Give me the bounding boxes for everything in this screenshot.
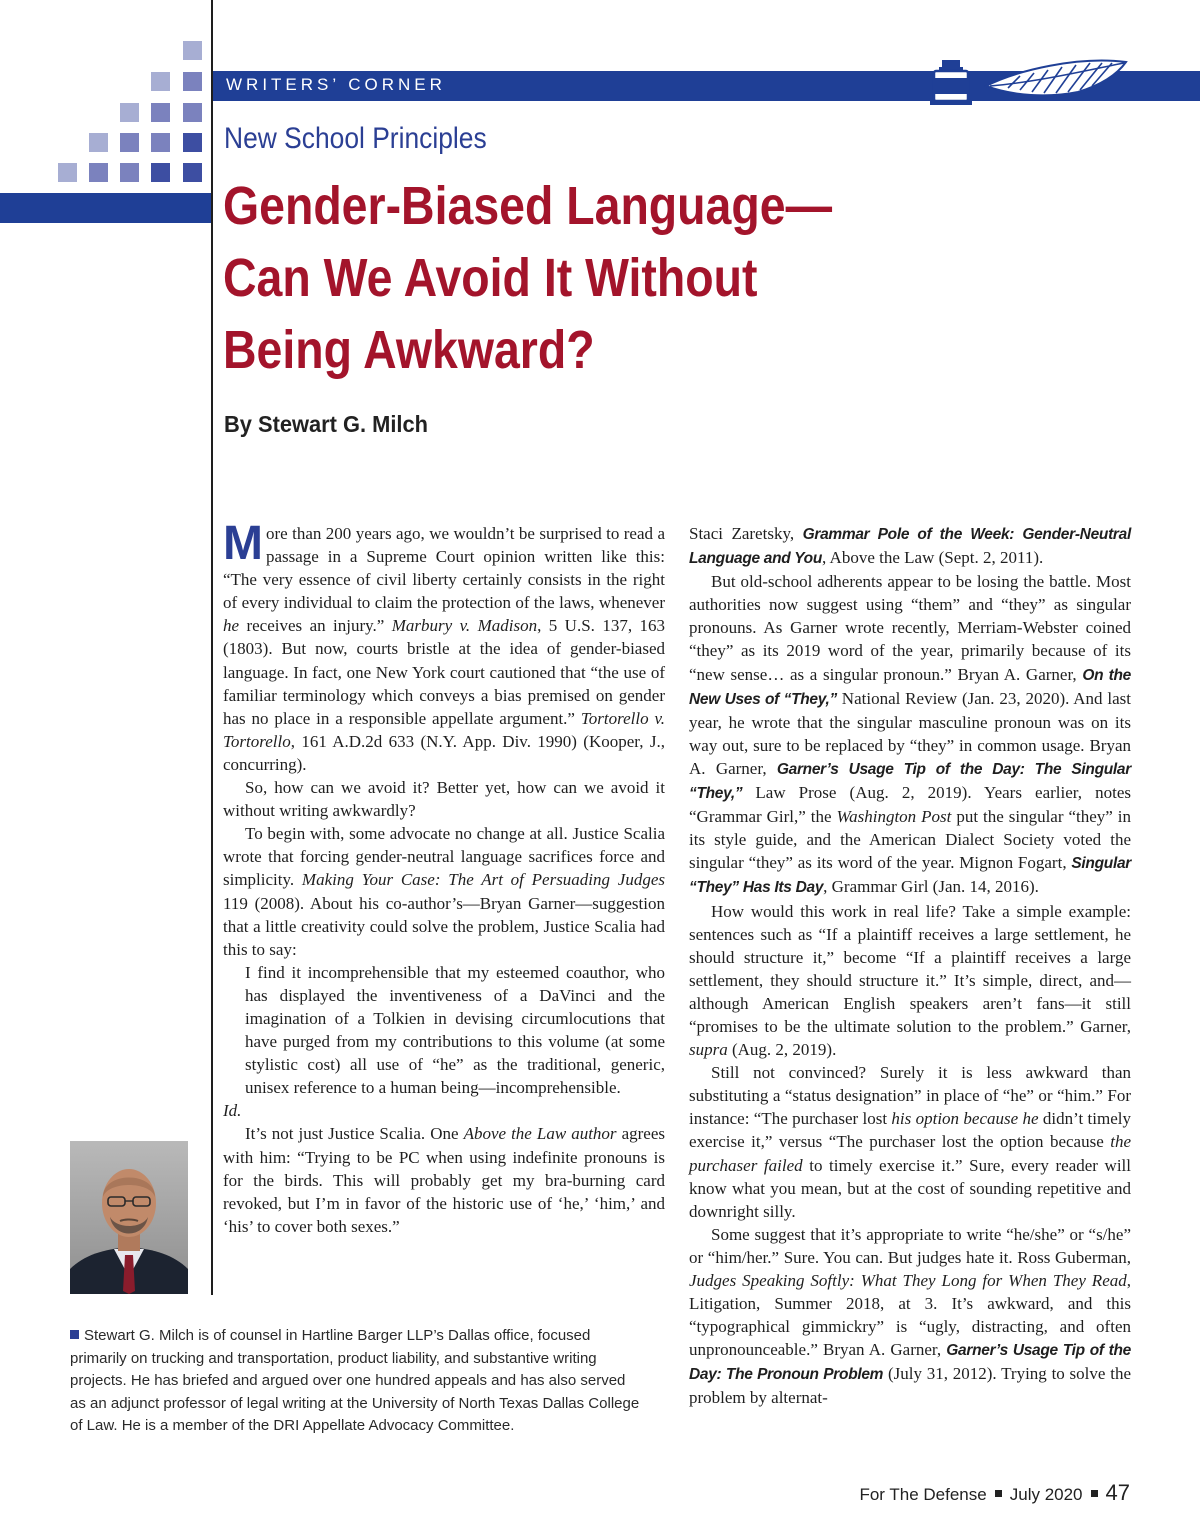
vertical-rule	[211, 0, 213, 1295]
square-bullet-icon	[70, 1330, 79, 1339]
article-column-right	[689, 522, 1131, 1410]
author-photo	[70, 1141, 188, 1294]
paragraph: Staci Zaretsky, Grammar Pole of the Week: Gender-Neutral Language and You, Above the Law (Sept. 2, 2011).	[689, 524, 1131, 568]
paragraph	[223, 517, 665, 776]
paragraph-text: ore than 200 years ago, we wouldn’t be surprised to read a passage in a Supreme Court opinion written like this: “The very essence of civil liberty certainly consists in the right of every individual to claim the protection of the laws, whenever he receives an injury.” Marbury v. Madison, 5 U.S. 137, 163 (1803). But now, courts bristle at the idea of gender-biased language. In fact, one New York court cautioned that “the use of familiar terminology which conveys a bias premised on gender has no place in a responsible appellate argument.” Tortorello v. Tortorello, 161 A.D.2d 633 (N.Y. App. Div. 1990) (Kooper, J., concurring).	[223, 524, 665, 774]
author-bio	[70, 1325, 640, 1438]
paragraph: It’s not just Justice Scalia. One Above the Law author agrees with him: “Trying to be PC when using indefinite pronouns is for the birds. This will probably get my bra-burning card revoked, but I’m in favor of the historic use of ‘he,’ ‘him,’ and ‘his’ to cover both sexes.”	[223, 1124, 665, 1236]
drop-cap: M	[223, 517, 263, 570]
page-footer	[859, 1480, 1130, 1506]
paragraph: But old-school adherents appear to be losing the battle. Most authorities now suggest using “them” and “they” as singular pronouns. As Garner wrote recently, Merriam-Webster coined “they” as its 2019 word of the year, primarily because of its “new sense… as a singular pronoun.” Bryan A. Garner, On the New Uses of “They,” National Review (Jan. 23, 2020). And last year, he wrote that the singular masculine pronoun was on its way out, sure to be replaced by “they” in common usage. Bryan A. Garner, Garner’s Usage Tip of the Day: The Singular “They,” Law Prose (Aug. 2, 2019). Years earlier, notes “Grammar Girl,” the Washington Post put the singular “they” in its style guide, and the American Dialect Society voted the singular “they” as its word of the year. Mignon Fogart, Singular “They” Has Its Day, Grammar Girl (Jan. 14, 2016).	[689, 572, 1132, 897]
footer-square-icon	[995, 1490, 1002, 1497]
paragraph: Some suggest that it’s appropriate to write “he/she” or “s/he” or “him/her.” Sure. You can. But judges hate it. Ross Guberman, Judges Speaking Softly: What They Long for When They Read, Litigation, Summer 2018, at 3. It’s awkward, and this “typographical gimmickry” is “ugly, distracting, and often unpronounceable.” Bryan A. Garner, Garner’s Usage Tip of the Day: The Pronoun Problem (July 31, 2012). Trying to solve the problem by alternat-	[689, 1224, 1131, 1408]
bio-text: Stewart G. Milch is of counsel in Hartline Barger LLP’s Dallas office, focused primarily on trucking and transportation, product liability, and substantive writing projects. He has briefed and argued over one hundred appeals and has also served as an adjunct professor of legal writing at the University of North Texas Dallas College of Law. He is a member of the DRI Appellate Advocacy Committee.	[70, 1327, 640, 1435]
publication-name: For The Defense	[859, 1485, 987, 1504]
paragraph: To begin with, some advocate no change at all. Justice Scalia wrote that forcing gender-neutral language sacrifices force and simplicity. Making Your Case: The Art of Persuading Judges 119 (2008). About his co-author’s—Bryan Garner—suggestion that a little creativity could solve the problem, Justice Scalia had this to say:	[223, 824, 665, 959]
left-accent-bar	[0, 193, 211, 223]
section-label: WRITERS’ CORNER	[226, 75, 446, 94]
issue-date: July 2020	[1009, 1485, 1083, 1504]
paragraph: How would this work in real life? Take a simple example: sentences such as “If a plaintiff receives a large settlement, he should structure it,” become “If a plaintiff receives a large settlement, they should structure it.” It’s simple, direct, and—although American English speakers aren’t fans—it still “promises to be the ultimate solution to the problem.” Garner, supra (Aug. 2, 2019).	[689, 901, 1131, 1060]
article-subhead: New School Principles	[224, 122, 487, 155]
title-line: Can We Avoid It Without	[223, 248, 758, 308]
paragraph: Still not convinced? Surely it is less awkward than substituting a “status designation” in place of “he” or “him.” For instance: “The purchaser lost his option because he didn’t timely exercise it,” versus “The purchaser lost the option because the purchaser failed to timely exercise it.” Sure, every reader will know what you mean, but at the cost of sounding repetitive and downright silly.	[689, 1063, 1131, 1221]
title-line: Being Awkward?	[223, 320, 595, 380]
article-title	[223, 170, 877, 386]
page-number: 47	[1105, 1480, 1130, 1505]
byline: By Stewart G. Milch	[224, 411, 428, 437]
paragraph: So, how can we avoid it? Better yet, how can we avoid it without writing awkwardly?	[223, 778, 665, 821]
inkwell-quill-logo	[928, 52, 1128, 110]
citation-id: Id.	[223, 1101, 242, 1121]
article-column-left	[223, 517, 665, 1238]
footer-square-icon	[1091, 1490, 1098, 1497]
title-line: Gender-Biased Language—	[223, 176, 833, 236]
block-quote: I find it incomprehensible that my esteemed coauthor, who has displayed the inventiveness of a DaVinci and the imagination of a Tolkien in devising circumlocutions that have purged from my contributions to this volume (at some stylistic cost) all use of “he” as the traditional, generic, unisex reference to a human being—incomprehensible.	[245, 962, 665, 1098]
